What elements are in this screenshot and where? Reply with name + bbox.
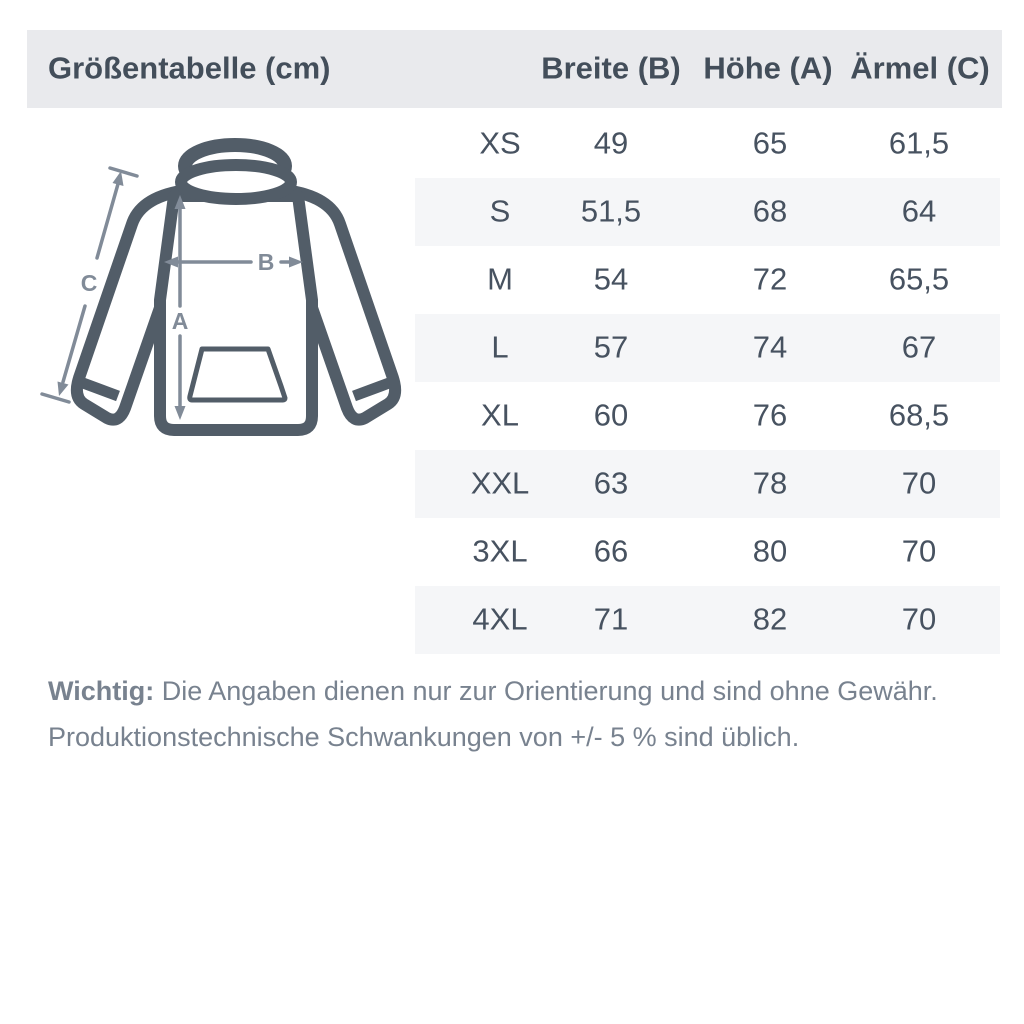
hood-collar xyxy=(181,165,291,199)
aermel-value: 65,5 xyxy=(888,261,950,297)
aermel-value: 64 xyxy=(901,193,937,229)
size-label: S xyxy=(489,193,511,229)
hoehe-value: 76 xyxy=(752,397,788,433)
disclaimer-note xyxy=(48,668,978,760)
breite-value: 57 xyxy=(593,329,629,365)
hoehe-value: 78 xyxy=(752,465,788,501)
hoehe-value: 65 xyxy=(752,125,788,161)
hoehe-value: 74 xyxy=(752,329,788,365)
breite-value: 60 xyxy=(593,397,629,433)
table-row xyxy=(415,314,1000,382)
size-label: XS xyxy=(479,125,521,161)
size-label: M xyxy=(487,261,513,297)
breite-value: 54 xyxy=(593,261,629,297)
table-row xyxy=(415,382,1000,450)
size-table xyxy=(415,110,1000,654)
size-label: L xyxy=(491,329,509,365)
hoehe-value: 72 xyxy=(752,261,788,297)
aermel-value: 61,5 xyxy=(888,125,950,161)
column-header-breite: Breite (B) xyxy=(541,50,681,86)
hoehe-value: 82 xyxy=(752,601,788,637)
hoodie-diagram-icon xyxy=(40,120,420,450)
aermel-value: 70 xyxy=(901,533,937,569)
size-label: 4XL xyxy=(472,601,528,637)
breite-value: 51,5 xyxy=(580,193,642,229)
disclaimer-text: Die Angaben dienen nur zur Orientierung und sind ohne Gewähr. xyxy=(161,676,938,706)
dimension-c-arrow-bottom xyxy=(58,382,69,397)
hoehe-value: 80 xyxy=(752,533,788,569)
table-row xyxy=(415,518,1000,586)
table-row xyxy=(415,246,1000,314)
dimension-a-label: A xyxy=(171,308,189,334)
breite-value: 63 xyxy=(593,465,629,501)
table-header xyxy=(27,30,1002,108)
table-row xyxy=(415,586,1000,654)
breite-value: 66 xyxy=(593,533,629,569)
disclaimer-line-2: Produktionstechnische Schwankungen von +/- 5 % sind üblich. xyxy=(48,722,800,752)
column-header-aermel: Ärmel (C) xyxy=(850,50,990,86)
pocket xyxy=(190,349,285,400)
aermel-value: 68,5 xyxy=(888,397,950,433)
aermel-value: 70 xyxy=(901,601,937,637)
dimension-c-label: C xyxy=(80,270,98,296)
disclaimer-line-1 xyxy=(48,668,978,714)
page-title: Größentabelle (cm) xyxy=(48,50,331,86)
aermel-value: 70 xyxy=(901,465,937,501)
size-label: XL xyxy=(481,397,519,433)
table-row xyxy=(415,110,1000,178)
aermel-value: 67 xyxy=(901,329,937,365)
size-label: 3XL xyxy=(472,533,528,569)
breite-value: 49 xyxy=(593,125,629,161)
table-row xyxy=(415,450,1000,518)
size-label: XXL xyxy=(470,465,530,501)
table-row xyxy=(415,178,1000,246)
hoehe-value: 68 xyxy=(752,193,788,229)
breite-value: 71 xyxy=(593,601,629,637)
column-header-hoehe: Höhe (A) xyxy=(703,50,833,86)
disclaimer-label: Wichtig: xyxy=(48,676,155,706)
dimension-b-label: B xyxy=(257,249,275,275)
